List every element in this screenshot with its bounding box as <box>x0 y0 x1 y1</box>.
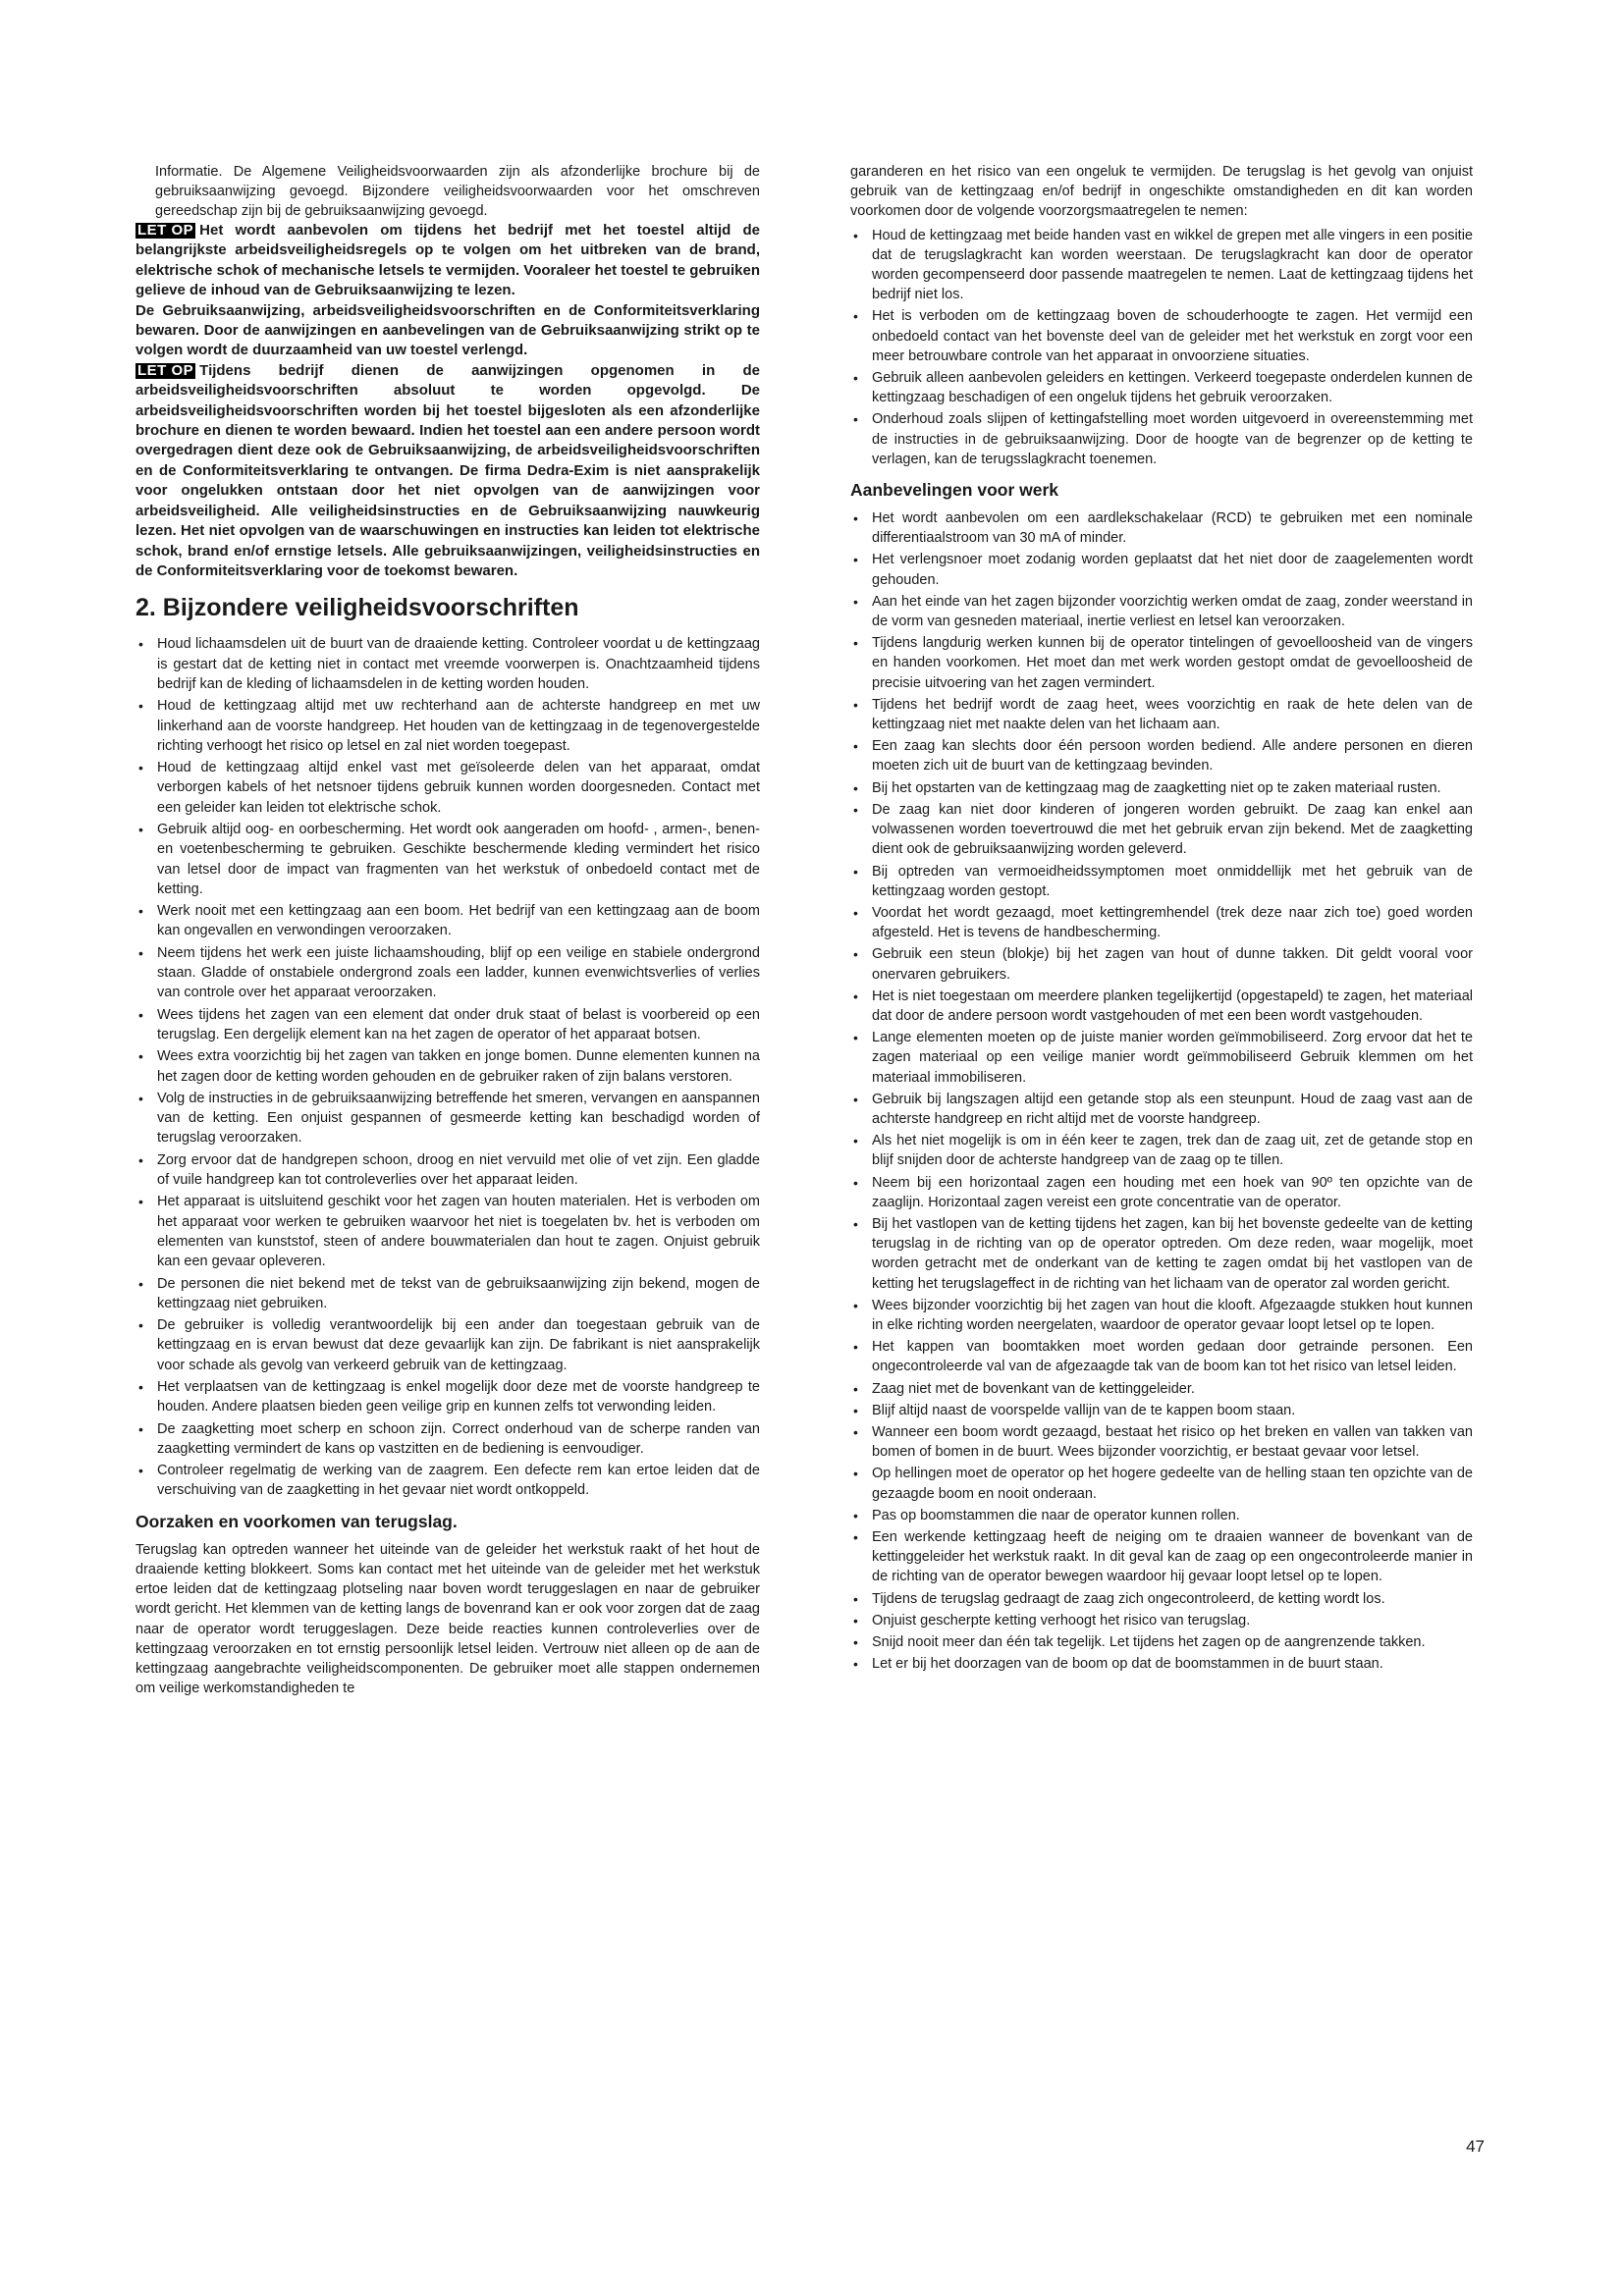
kickback-bullet-list <box>850 226 1473 469</box>
work-recommendations-heading: Aanbevelingen voor werk <box>850 480 1059 501</box>
list-item: • Tijdens het bedrijf wordt de zaag heet, wees voorzichtig en raak de hete delen van de kettingzaag niet met naakte delen van het lichaam aan. <box>850 695 1473 734</box>
list-item: • Wees tijdens het zagen van een element dat onder druk staat of belast is voorbereid op een terugslag. Een dergelijk element kan na het zagen de operator of het apparaat botsen. <box>135 1005 760 1045</box>
list-item: • Snijd nooit meer dan één tak tegelijk. Let tijdens het zagen op de aangrenzende takken. <box>850 1632 1473 1652</box>
list-item: • Gebruik een steun (blokje) bij het zagen van hout of dunne takken. Dit geldt vooral voor onervaren gebruikers. <box>850 944 1473 984</box>
list-item: • Houd de kettingzaag altijd enkel vast met geïsoleerde delen van het apparaat, omdat verborgen kabels of het netsnoer tijdens gebruik kunnen worden doorgesneden. Contact met een geleider kan leiden tot elektrische schok. <box>135 758 760 818</box>
section-heading: 2. Bijzondere veiligheidsvoorschriften <box>135 594 579 622</box>
list-item: • Een zaag kan slechts door één persoon worden bediend. Alle andere personen en dieren moeten zich uit de buurt van de kettingzaag bevinden. <box>850 736 1473 775</box>
work-bullet-list <box>850 508 1473 1674</box>
list-item: • Houd lichaamsdelen uit de buurt van de draaiende ketting. Controleer voordat u de kettingzaag is gestart dat de ketting niet in contact met vreemde voorwerpen is. Onachtzaamheid tijdens bedrijf kan de kleding of lichaamsdelen in de ketting worden houden. <box>135 634 760 694</box>
list-item: • Bij het opstarten van de kettingzaag mag de zaagketting niet op te zaken materiaal rusten. <box>850 778 1473 798</box>
list-item: • Onjuist gescherpte ketting verhoogt het risico van terugslag. <box>850 1611 1473 1630</box>
list-item: • Neem bij een horizontaal zagen een houding met een hoek van 90º ten opzichte van de zaaglijn. Horizontaal zagen vereist een grote concentratie van de operator. <box>850 1173 1473 1212</box>
list-item: • Onderhoud zoals slijpen of kettingafstelling moet worden uitgevoerd in overeenstemming met de instructies in de gebruiksaanwijzing. Door de hoogte van de begrenzer op de ketting te verlagen, kan de terugsslagkracht toenemen. <box>850 409 1473 469</box>
list-item: • Het wordt aanbevolen om een aardlekschakelaar (RCD) te gebruiken met een nominale differentiaalstroom van 30 mA of minder. <box>850 508 1473 548</box>
list-item: • Bij optreden van vermoeidheidssymptomen moet onmiddellijk met het gebruik van de kettingzaag worden gestopt. <box>850 862 1473 901</box>
list-item: • Houd de kettingzaag met beide handen vast en wikkel de grepen met alle vingers in een positie dat de terugslagkracht kan worden weerstaan. De terugslagkracht kan door de operator worden gecompenseerd door passende maatregelen te nemen. Laat de kettingzaag tijdens het bedrijf niet los. <box>850 226 1473 305</box>
list-item: • Volg de instructies in de gebruiksaanwijzing betreffende het smeren, vervangen en aanspannen van de ketting. Een onjuist gespannen of gesmeerde ketting kan beschadigd worden of terugslag veroorzaken. <box>135 1089 760 1148</box>
list-item: • Let er bij het doorzagen van de boom op dat de boomstammen in de buurt staan. <box>850 1654 1473 1674</box>
list-item: • Controleer regelmatig de werking van de zaagrem. Een defecte rem kan ertoe leiden dat de verschuiving van de zaagketting in het gevaar niet wordt ontkoppeld. <box>135 1461 760 1501</box>
list-item: • Blijf altijd naast de voorspelde vallijn van de te kappen boom staan. <box>850 1401 1473 1420</box>
kickback-heading: Oorzaken en voorkomen van terugslag. <box>135 1511 458 1531</box>
list-item: • Gebruik altijd oog- en oorbescherming. Het wordt ook aangeraden om hoofd- , armen-, benen- en voetenbescherming te gebruiken. Geschikte beschermende kleding vermindert het risico van letsel door de impact van fragmenten van het werkstuk of onbedoeld contact met de ketting. <box>135 820 760 899</box>
list-item: • Gebruik bij langszagen altijd een getande stop als een steunpunt. Houd de zaag vast aan de achterste handgreep en richt altijd met de voorste handgreep. <box>850 1090 1473 1129</box>
list-item: • Het verlengsnoer moet zodanig worden geplaatst dat het niet door de zaagelementen wordt gehouden. <box>850 550 1473 589</box>
list-item: • Het is niet toegestaan om meerdere planken tegelijkertijd (opgestapeld) te zagen, het materiaal dat door de andere persoon wordt vastgehouden of met een been wordt vastgehouden. <box>850 987 1473 1026</box>
let-op-badge: LET OP <box>137 222 194 239</box>
warning-block-1 <box>135 221 760 301</box>
list-item: • Gebruik alleen aanbevolen geleiders en kettingen. Verkeerd toegepaste onderdelen kunnen de kettingzaag beschadigen of een ongeluk tijdens het gebruik veroorzaken. <box>850 368 1473 407</box>
list-item: • Zorg ervoor dat de handgrepen schoon, droog en niet vervuild met olie of vet zijn. Een gladde of vuile handgreep kan tot controleverlies over het apparaat leiden. <box>135 1150 760 1191</box>
continuation-paragraph: garanderen en het risico van een ongeluk te vermijden. De terugslag is het gevolg van onjuist gebruik van de kettingzaag en/of bedrijf in ongeschikte omstandigheden en dit kan worden voorkomen door de volgende voorzorgsmaatregelen te nemen: <box>850 164 1473 220</box>
right-column <box>850 162 1473 1676</box>
list-item: • De zaag kan niet door kinderen of jongeren worden gebruikt. De zaag kan enkel aan volwassenen worden toevertrouwd die met het gebruik ervan zijn bekend. Met de zaagketting dient ook de gebruiksaanwijzing worden geleverd. <box>850 800 1473 860</box>
list-item: • Neem tijdens het werk een juiste lichaamshouding, blijf op een veilige en stabiele ondergrond staan. Gladde of onstabiele ondergrond zoals een ladder, kunnen evenwichtsverlies of verlies van controle over het apparaat veroorzaken. <box>135 943 760 1003</box>
list-item: • Het kappen van boomtakken moet worden gedaan door getrainde personen. Een ongecontroleerde val van de afgezaagde tak van de boom kan tot het risico van letsel leiden. <box>850 1337 1473 1376</box>
list-item: • Het is verboden om de kettingzaag boven de schouderhoogte te zagen. Het vermijd een onbedoeld contact van het bovenste deel van de geleider met het werkstuk en zorgt voor een meer betrouwbare controle van het apparaat in onvoorziene situaties. <box>850 306 1473 366</box>
list-item: • Houd de kettingzaag altijd met uw rechterhand aan de achterste handgreep en met uw linkerhand aan de voorste handgreep. Het houden van de kettingzaag in de tegenovergestelde richting verhoogt het risico op letsel en zal niet worden toegepast. <box>135 696 760 756</box>
list-item: • Bij het vastlopen van de ketting tijdens het zagen, kan bij het bovenste gedeelte van de ketting terugslag in de richting van op de operator optreden. Om deze reden, waar mogelijk, moet worden getracht met de onderkant van de ketting te zagen omdat bij het vastlopen van de ketting het terugslageffect in de richting van het lichaam van de operator zal worden gericht. <box>850 1214 1473 1294</box>
list-item: • Werk nooit met een kettingzaag aan een boom. Het bedrijf van een kettingzaag aan de boom kan ongevallen en verwondingen veroorzaken. <box>135 901 760 941</box>
page-number: 47 <box>1466 2137 1485 2156</box>
list-item: • Het verplaatsen van de kettingzaag is enkel mogelijk door deze met de voorste handgreep te houden. Andere plaatsen bieden geen veilige grip en kunnen zelfs tot verwonding leiden. <box>135 1377 760 1417</box>
list-item: • Voordat het wordt gezaagd, moet kettingremhendel (trek deze naar zich toe) goed worden afgesteld. Het is tevens de handbescherming. <box>850 903 1473 942</box>
list-item: • Op hellingen moet de operator op het hogere gedeelte van de helling staan ten opzichte van de gezaagde boom en nooit onderaan. <box>850 1464 1473 1503</box>
list-item: • De personen die niet bekend met de tekst van de gebruiksaanwijzing zijn bekend, mogen de kettingzaag niet gebruiken. <box>135 1274 760 1314</box>
list-item: • Wees extra voorzichtig bij het zagen van takken en jonge bomen. Dunne elementen kunnen na het zagen door de ketting worden gehouden en de gebruiker raken of zijn balans verstoren. <box>135 1046 760 1087</box>
intro-paragraph: Informatie. De Algemene Veiligheidsvoorwaarden zijn als afzonderlijke brochure bij de gebruiksaanwijzing gevoegd. Bijzondere veiligheidsvoorwaarden voor het omschreven gereedschap zijn bij de gebruiksaanwijzing gevoegd. <box>155 164 760 219</box>
list-item: • Zaag niet met de bovenkant van de kettinggeleider. <box>850 1379 1473 1399</box>
safety-bullet-list <box>135 634 760 1500</box>
list-item: • Tijdens langdurig werken kunnen bij de operator tintelingen of gevoelloosheid van de vingers en handen voorkomen. Het moet dan met werk worden gestopt omdat de gevoelloosheid de precisie uitvoering van het zagen vermindert. <box>850 633 1473 693</box>
list-item: • De gebruiker is volledig verantwoordelijk bij een ander dan toegestaan gebruik van de kettingzaag en is ervan bewust dat deze gevaarlijk kan zijn. De fabrikant is niet aansprakelijk voor schade als gevolg van verkeerd gebruik van de kettingzaag. <box>135 1315 760 1375</box>
warning-block-2: De Gebruiksaanwijzing, arbeidsveiligheidsvoorschriften en de Conformiteitsverklaring bewaren. Door de aanwijzingen en aanbevelingen van de Gebruiksaanwijzing strikt op te volgen wordt de duurzaamheid van uw toestel verlengd. <box>135 301 760 359</box>
list-item: • Pas op boomstammen die naar de operator kunnen rollen. <box>850 1506 1473 1525</box>
list-item: • De zaagketting moet scherp en schoon zijn. Correct onderhoud van de scherpe randen van zaagketting vermindert de kans op vastzitten en de bediening is eenvoudiger. <box>135 1419 760 1460</box>
list-item: • Wanneer een boom wordt gezaagd, bestaat het risico op het breken en vallen van takken van bomen of bomen in de buurt. Wees bijzonder voorzichtig, er bestaat gevaar voor letsel. <box>850 1422 1473 1462</box>
list-item: • Als het niet mogelijk is om in één keer te zagen, trek dan de zaag uit, zet de getande stop en blijf snijden door de achterste handgreep van de zaag op te tillen. <box>850 1131 1473 1170</box>
list-item: • Tijdens de terugslag gedraagt de zaag zich ongecontroleerd, de ketting wordt los. <box>850 1589 1473 1609</box>
let-op-badge: LET OP <box>137 361 194 379</box>
list-item: • Lange elementen moeten op de juiste manier worden geïmmobiliseerd. Zorg ervoor dat het te zagen materiaal op een veilige manier wordt geïmmobiliseerd Gebruik klemmen om het materiaal immobiliseren. <box>850 1028 1473 1088</box>
left-column <box>135 162 760 1698</box>
warning-text-1: Het wordt aanbevolen om tijdens het bedrijf met het toestel altijd de belangrijkste arbeidsveiligheidsregels op te volgen om het uitbreken van de brand, elektrische schok of mechanische letsels te vermijden. Vooraleer het toestel te gebruiken gelieve de inhoud van de Gebruiksaanwijzing te lezen. <box>135 222 760 299</box>
warning-block-3 <box>135 361 760 581</box>
kickback-paragraph: Terugslag kan optreden wanneer het uiteinde van de geleider het werkstuk raakt of het hout de draaiende ketting blokkeert. Soms kan contact met het uiteinde van de geleider met het werkstuk ertoe leiden dat de kettingzaag plotseling naar boven wordt teruggeslagen en naar de gebruiker wordt gericht. Het klemmen van de ketting langs de bovenrand kan er ook voor zorgen dat de zaag naar de operator wordt teruggeslagen. Deze beide reacties kunnen controleverlies over de kettingzaag veroorzaken en tot ernstig persoonlijk letsel leiden. Vertrouw niet alleen op de aan de kettingzaag aangebrachte veiligheidscomponenten. De gebruiker moet alle stappen ondernemen om veilige werkomstandigheden te <box>135 1541 760 1697</box>
list-item: • Het apparaat is uitsluitend geschikt voor het zagen van houten materialen. Het is verboden om het apparaat voor werken te gebruiken waarvoor het niet is toegelaten bv. het is verboden om elementen van kunststof, steen of andere bouwmaterialen dan hout te zagen. Onjuist gebruik kan een gevaar opleveren. <box>135 1192 760 1271</box>
list-item: • Wees bijzonder voorzichtig bij het zagen van hout die klooft. Afgezaagde stukken hout kunnen in elke richting worden neergelaten, waardoor de operator gevaar loopt letsel op te lopen. <box>850 1296 1473 1335</box>
list-item: • Een werkende kettingzaag heeft de neiging om te draaien wanneer de bovenkant van de kettinggeleider het werkstuk raakt. In dit geval kan de zaag op een ongecontroleerde manier in de richting van de operator bewegen waardoor hij gevaar loopt letsel op te lopen. <box>850 1527 1473 1587</box>
list-item: • Aan het einde van het zagen bijzonder voorzichtig werken omdat de zaag, zonder weerstand in de vorm van gesneden materiaal, inertie verliest en letsel kan veroorzaken. <box>850 592 1473 631</box>
warning-text-3: Tijdens bedrijf dienen de aanwijzingen opgenomen in de arbeidsveiligheidsvoorschriften absoluut te worden opgevolgd. De arbeidsveiligheidsvoorschriften worden bij het toestel bijgesloten als een afzonderlijke brochure en dienen te worden bewaard. Indien het toestel aan een andere persoon wordt overgedragen dient deze ook de Gebruiksaanwijzing, de arbeidsveiligheidsvoorschriften en de Conformiteitsverklaring te ontvangen. De firma Dedra-Exim is niet aansprakelijk voor ongelukken ontstaan door het niet opvolgen van de aanwijzingen voor arbeidsveiligheid. Alle veiligheidsinstructies en de Gebruiksaanwijzing nauwkeurig lezen. Het niet opvolgen van de waarschuwingen en instructies kan leiden tot elektrische schok, brand en/of ernstige letsels. Alle gebruiksaanwijzingen, veiligheidsinstructies en de Conformiteitsverklaring voor de toekomst bewaren. <box>135 361 760 579</box>
